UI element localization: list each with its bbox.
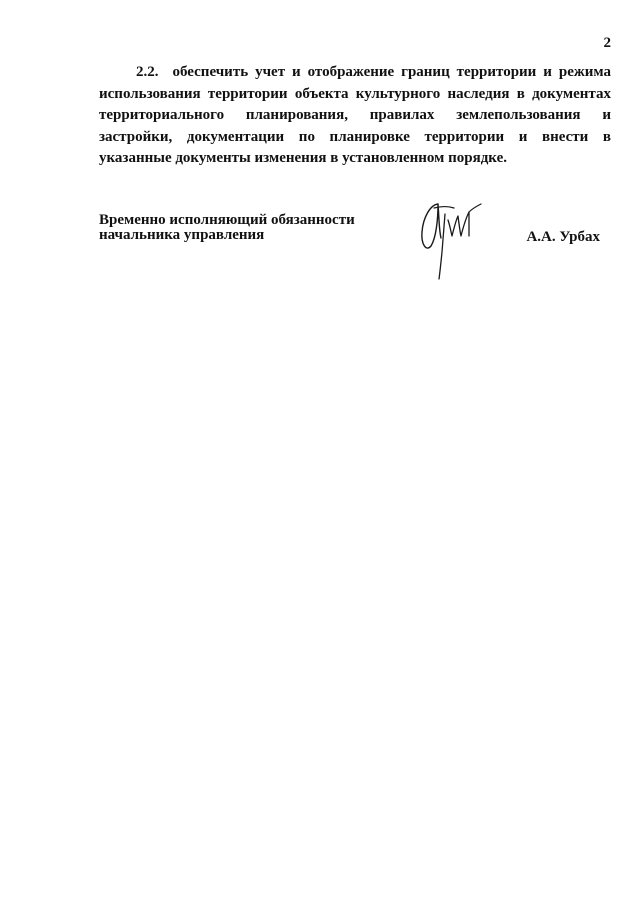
page-number: 2	[603, 35, 611, 51]
signer-name: А.А. Урбах	[526, 229, 600, 245]
signer-position-line-2: начальника управления	[99, 227, 265, 243]
clause-2-2	[99, 62, 611, 170]
clause-text: обеспечить учет и отображение границ территории и режима использования территории объекта культурного наследия в документах территориального планирования, правилах землепользования и застройки, документации по планировке территории и внести в указанные документы изменения в установленном порядке.	[99, 64, 611, 166]
handwritten-signature	[418, 196, 484, 280]
signer-position-line-1: Временно исполняющий обязанности	[99, 212, 355, 228]
signer-position	[99, 213, 355, 243]
clause-number: 2.2.	[136, 64, 159, 80]
